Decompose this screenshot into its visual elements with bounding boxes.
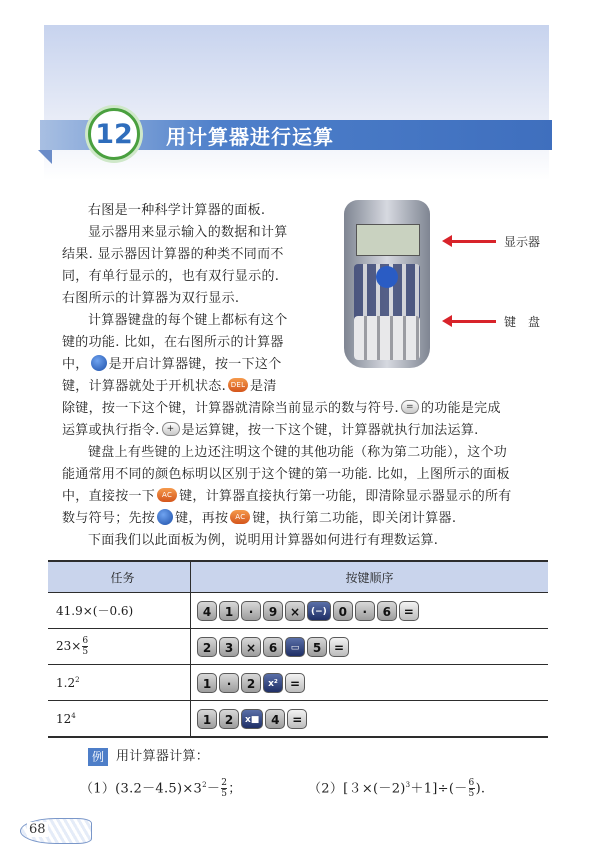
key-sequence	[191, 701, 549, 738]
task-cell	[48, 665, 191, 701]
plus-key-icon: +	[162, 422, 180, 436]
table-header-task: 任务	[48, 561, 191, 593]
para-line: 右图是一种科学计算器的面板.	[88, 203, 266, 218]
exponent: 2	[202, 781, 207, 789]
section-number: 12	[88, 108, 140, 160]
key-1: 1	[219, 601, 239, 621]
fraction-denominator: 5	[221, 789, 228, 800]
key-4: 4	[265, 709, 285, 729]
text-fragment: 运算或执行指令.	[62, 423, 160, 438]
key-0: 0	[333, 601, 353, 621]
key-6: 6	[263, 637, 283, 657]
key-4: 4	[197, 601, 217, 621]
key-square: x²	[263, 673, 283, 693]
para-line	[62, 354, 282, 376]
key-2: 2	[241, 673, 261, 693]
key-multiply: ×	[241, 637, 261, 657]
table-row	[48, 665, 548, 701]
table-row	[48, 629, 548, 665]
para-line: 键的功能. 比如，在右图所示的计算器	[62, 335, 284, 350]
para-line: 下面我们以此面板为例，说明用计算器如何进行有理数运算.	[88, 533, 439, 548]
problem-text: （1）(3.2－4.5)×3	[80, 781, 203, 797]
calculator-navigation-pad	[376, 266, 398, 288]
key-sequence	[191, 593, 549, 629]
para-line	[62, 398, 501, 420]
key-power: x■	[241, 709, 263, 729]
fraction	[82, 636, 88, 657]
fraction-numerator: 2	[221, 778, 228, 789]
exponent: 4	[71, 711, 76, 720]
para-line	[62, 376, 277, 398]
problem-text: （2）[３×(－2)	[308, 781, 406, 797]
task-text: 12	[56, 711, 72, 726]
text-fragment: 键，计算器就处于开机状态.	[62, 379, 227, 394]
example-problem-1	[80, 774, 242, 800]
key-fraction: ▭	[285, 637, 305, 657]
task-text: 23×	[56, 639, 82, 653]
equals-key-icon: =	[401, 400, 419, 414]
text-fragment: 是运算键，按一下这个键，计算器就执行加法运算.	[181, 423, 479, 438]
para-line: 计算器键盘的每个键上都标有这个	[88, 313, 288, 328]
key-2: 2	[197, 637, 217, 657]
exponent: 2	[75, 675, 80, 684]
key-9: 9	[263, 601, 283, 621]
key-decimal-point: ·	[219, 673, 239, 693]
key-2: 2	[219, 709, 239, 729]
key-equals: =	[399, 601, 419, 621]
text-fragment: 键，计算器直接执行第一功能，即清除显示器显示的所有	[179, 489, 512, 504]
example-problem-2	[308, 774, 485, 800]
ac-key-icon: AC	[230, 510, 250, 524]
calculator-display	[356, 224, 420, 256]
para-line: 键盘上有些键的上边还注明这个键的其他功能（称为第二功能），这个功	[88, 445, 508, 460]
shift-key-icon	[157, 509, 173, 525]
key-1: 1	[197, 673, 217, 693]
table-header-keys: 按键顺序	[191, 561, 549, 593]
arrow-left-icon	[450, 320, 496, 323]
para-line	[62, 420, 479, 442]
key-1: 1	[197, 709, 217, 729]
problem-text: ).	[475, 781, 486, 797]
para-line: 显示器用来显示输入的数据和计算	[88, 225, 288, 240]
fraction	[221, 778, 227, 799]
key-equals: =	[329, 637, 349, 657]
ac-key-icon: AC	[157, 488, 177, 502]
calculator-number-keys	[354, 316, 420, 360]
key-sequence	[191, 665, 549, 701]
text-fragment: 键，执行第二功能，即关闭计算器.	[252, 511, 457, 526]
calculator-image	[344, 200, 430, 368]
text-fragment: 的功能是完成	[420, 401, 501, 416]
text-fragment: 中，	[62, 357, 89, 372]
table-row	[48, 593, 548, 629]
title-bar-fold	[38, 150, 52, 164]
table-row	[48, 701, 548, 738]
key-3: 3	[219, 637, 239, 657]
on-key-icon	[91, 355, 107, 371]
task-cell: 41.9×(－0.6)	[48, 593, 191, 629]
para-line	[62, 508, 456, 530]
para-line: 右图所示的计算器为双行显示.	[62, 291, 240, 306]
display-label: 显示器	[504, 235, 541, 249]
fraction-denominator: 5	[82, 647, 89, 657]
text-fragment: 除键，按一下这个键，计算器就清除当前显示的数与符号.	[62, 401, 399, 416]
key-5: 5	[307, 637, 327, 657]
key-equals: =	[285, 673, 305, 693]
fraction-denominator: 5	[468, 789, 475, 800]
problem-text: ；	[228, 781, 242, 797]
task-cell	[48, 629, 191, 665]
problem-text: －	[206, 781, 221, 797]
text-fragment: 数与符号；先按	[62, 511, 156, 526]
para-line: 能通常用不同的颜色标明以区别于这个键的第一功能. 比如，上图所示的面板	[62, 467, 510, 482]
key-equals: =	[287, 709, 307, 729]
key-decimal-point: ·	[241, 601, 261, 621]
para-line: 结果. 显示器因计算器的种类不同而不	[62, 247, 284, 262]
task-cell	[48, 701, 191, 738]
page-number: 68	[29, 822, 46, 837]
key-6: 6	[377, 601, 397, 621]
key-sequence-table	[48, 560, 548, 738]
section-title: 用计算器进行运算	[166, 125, 334, 149]
del-key-icon: DEL	[228, 378, 248, 392]
exponent: 3	[405, 781, 411, 789]
keyboard-label: 键 盘	[504, 315, 541, 329]
text-fragment: 是开启计算器键，按一下这个	[108, 357, 282, 372]
para-line: 同，有单行显示的，也有双行显示的.	[62, 269, 280, 284]
example-intro: 用计算器计算：	[116, 749, 210, 764]
key-sequence	[191, 629, 549, 665]
text-fragment: 键，再按	[175, 511, 229, 526]
problem-text: ＋1]÷(－	[410, 781, 468, 797]
fraction-numerator: 6	[468, 778, 475, 789]
arrow-left-icon	[450, 240, 496, 243]
key-negative: (−)	[307, 601, 331, 621]
example-badge: 例	[88, 748, 108, 766]
key-multiply: ×	[285, 601, 305, 621]
fraction-numerator: 6	[82, 636, 89, 646]
task-text: 1.2	[56, 675, 76, 690]
para-line	[62, 486, 512, 508]
text-fragment: 是清	[250, 379, 277, 394]
fraction	[469, 778, 475, 799]
key-decimal-point: ·	[355, 601, 375, 621]
text-fragment: 中，直接按一下	[62, 489, 156, 504]
